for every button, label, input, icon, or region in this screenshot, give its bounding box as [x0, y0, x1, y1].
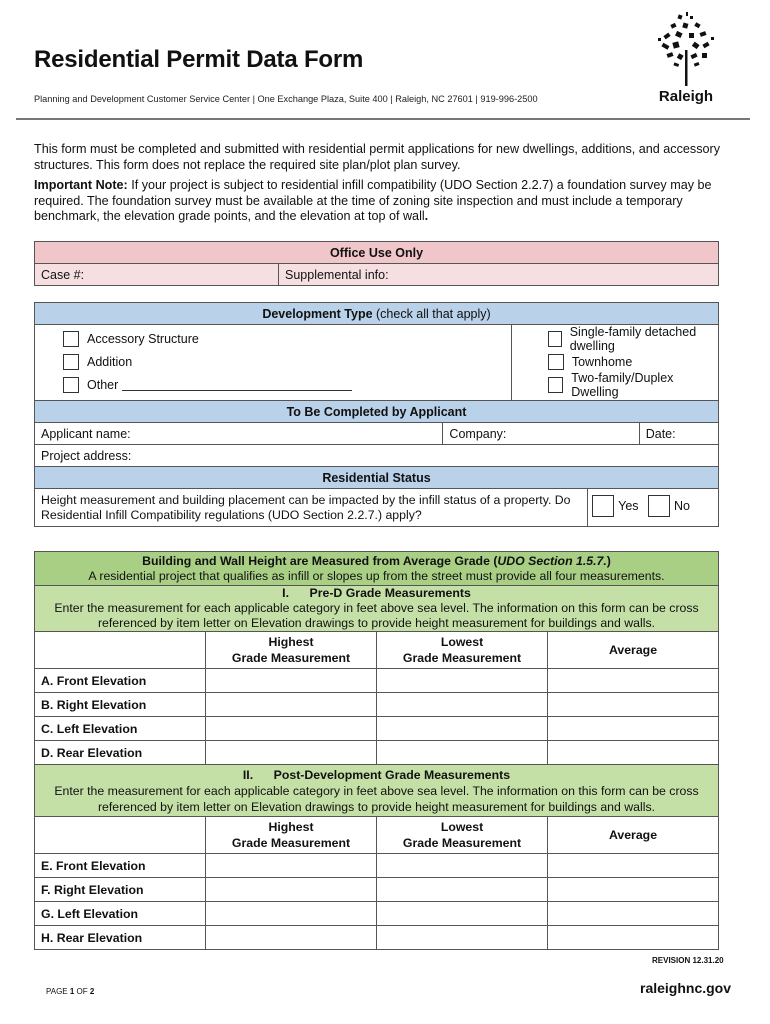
checkbox-label: Accessory Structure	[87, 331, 199, 346]
row-label: C. Left Elevation	[35, 717, 206, 741]
lowest-col-label: Lowest	[440, 635, 484, 649]
no-option[interactable]	[648, 495, 690, 517]
table-row	[35, 926, 719, 950]
residential-status-header: Residential Status	[35, 467, 719, 489]
grade-header-a: Building and Wall Height are Measured from Average Grade (	[142, 553, 498, 568]
average-col-header: Average	[548, 632, 719, 669]
section-1-desc: Enter the measurement for each applicable category in feet above sea level. The information on this form can be cross referenced by item letter on Elevation drawings to provide height measurement for buildings and walls.	[54, 601, 699, 630]
note-text: If your project is subject to residential infill compatibility (UDO Section 2.2.7) a foundation survey may be required. The foundation survey must be available at the time of zoning site inspection and must include a temporary benchmark, the elevation grade points, and the elevation at top of wall	[34, 178, 712, 223]
average-cell[interactable]	[548, 854, 719, 878]
checkbox-label: Two-family/Duplex Dwelling	[571, 370, 674, 399]
page-number	[46, 987, 94, 996]
intro-text	[34, 142, 738, 230]
checkbox-box[interactable]	[63, 377, 79, 393]
header-divider	[16, 118, 750, 120]
grade-table	[34, 551, 719, 950]
development-type-label: Development Type	[262, 306, 373, 321]
intro-paragraph: This form must be completed and submitted with residential permit applications for new dwellings, additions, and accessory structures. This form does not replace the required site plan/plot plan survey.	[34, 142, 720, 172]
highest-col-label: Highest	[268, 635, 314, 649]
average-cell[interactable]	[548, 926, 719, 950]
raleigh-logo	[650, 12, 722, 107]
section-2-desc: Enter the measurement for each applicable category in feet above sea level. The information on this form can be cross referenced by item letter on Elevation drawings to provide height measurement for buildings and walls.	[54, 783, 699, 814]
row-label: D. Rear Elevation	[35, 741, 206, 765]
average-cell[interactable]	[548, 717, 719, 741]
date-field[interactable]: Date:	[639, 423, 718, 445]
average-cell[interactable]	[548, 902, 719, 926]
office-use-table	[34, 241, 719, 286]
note-label: Important Note:	[34, 178, 128, 192]
grade-header-sub: A residential project that qualifies as infill or slopes up from the street must provide all four measurements.	[88, 568, 665, 583]
page-prefix: PAGE	[46, 987, 70, 996]
highest-cell[interactable]	[206, 926, 377, 950]
lowest-cell[interactable]	[377, 902, 548, 926]
checkbox-label: Addition	[87, 354, 133, 369]
section-1-header	[35, 586, 719, 632]
average-cell[interactable]	[548, 669, 719, 693]
average-cell[interactable]	[548, 878, 719, 902]
lowest-col-header	[377, 817, 548, 854]
company-field[interactable]: Company:	[443, 423, 639, 445]
highest-col-sub: Grade Measurement	[231, 651, 351, 665]
infill-question: Height measurement and building placement can be impacted by the infill status of a property. Do Residential Infill Compatibility regulations (UDO Section 2.2.7.) apply?	[35, 489, 588, 527]
applicant-header: To Be Completed by Applicant	[35, 401, 719, 423]
grade-header	[35, 552, 719, 586]
page-subtitle: Planning and Development Customer Service Center | One Exchange Plaza, Suite 400 | Raleigh, NC 27601 | 919-996-2500	[34, 94, 538, 104]
note-end: .	[424, 209, 429, 223]
case-number-field[interactable]: Case #:	[35, 264, 279, 286]
table-row	[35, 854, 719, 878]
checkbox-box[interactable]	[548, 377, 563, 393]
highest-cell[interactable]	[206, 717, 377, 741]
row-label: G. Left Elevation	[35, 902, 206, 926]
checkbox-label: Single-family detached dwelling	[569, 324, 697, 353]
section-1-number: I.	[282, 586, 290, 600]
row-label: F. Right Elevation	[35, 878, 206, 902]
highest-cell[interactable]	[206, 902, 377, 926]
office-use-header: Office Use Only	[35, 242, 719, 264]
logo-text: Raleigh	[658, 88, 714, 105]
development-type-header	[35, 303, 719, 325]
page-total: 2	[89, 987, 95, 996]
supplemental-info-field[interactable]: Supplemental info:	[279, 264, 719, 286]
row-label: H. Rear Elevation	[35, 926, 206, 950]
website-link[interactable]: raleighnc.gov	[640, 980, 732, 996]
highest-cell[interactable]	[206, 741, 377, 765]
checkbox-box[interactable]	[548, 331, 562, 347]
checkbox-box[interactable]	[63, 331, 79, 347]
yes-checkbox[interactable]	[592, 495, 614, 517]
section-2-header	[35, 765, 719, 817]
highest-cell[interactable]	[206, 878, 377, 902]
lowest-cell[interactable]	[377, 854, 548, 878]
row-label: E. Front Elevation	[35, 854, 206, 878]
highest-col-sub: Grade Measurement	[231, 836, 351, 850]
average-cell[interactable]	[548, 741, 719, 765]
checkbox-single-family[interactable]	[548, 324, 718, 353]
lowest-col-sub: Grade Measurement	[402, 651, 522, 665]
table-row	[35, 878, 719, 902]
highest-cell[interactable]	[206, 669, 377, 693]
other-text-line[interactable]	[122, 379, 352, 391]
section-2-number: II.	[242, 767, 254, 782]
checkbox-accessory-structure[interactable]	[63, 327, 511, 350]
checkbox-label: Other	[87, 377, 119, 392]
checkbox-duplex[interactable]	[548, 370, 718, 399]
highest-col-header	[206, 632, 377, 669]
lowest-col-header	[377, 632, 548, 669]
yes-label: Yes	[618, 499, 639, 513]
row-label: B. Right Elevation	[35, 693, 206, 717]
no-label: No	[674, 499, 691, 513]
checkbox-box[interactable]	[548, 354, 564, 370]
lowest-col-label: Lowest	[440, 820, 484, 834]
table-row	[35, 693, 719, 717]
grade-header-udo: UDO Section 1.5.7.	[497, 553, 607, 568]
section-1-title: Pre-D Grade Measurements	[309, 586, 471, 600]
checkbox-addition[interactable]	[63, 350, 511, 373]
highest-cell[interactable]	[206, 854, 377, 878]
development-type-hint: (check all that apply)	[372, 306, 491, 321]
checkbox-box[interactable]	[63, 354, 79, 370]
lowest-cell[interactable]	[377, 717, 548, 741]
table-row	[35, 717, 719, 741]
lowest-col-sub: Grade Measurement	[402, 836, 522, 850]
page-of: OF	[74, 987, 90, 996]
checkbox-other[interactable]	[63, 373, 511, 396]
lowest-cell[interactable]	[377, 693, 548, 717]
oak-tree-icon	[650, 12, 722, 88]
no-checkbox[interactable]	[648, 495, 670, 517]
lowest-cell[interactable]	[377, 926, 548, 950]
section-2-title: Post-Development Grade Measurements	[273, 767, 511, 782]
average-col-header: Average	[548, 817, 719, 854]
checkbox-label: Townhome	[571, 354, 633, 369]
lowest-cell[interactable]	[377, 741, 548, 765]
label-col-header	[35, 632, 206, 669]
lowest-cell[interactable]	[377, 878, 548, 902]
project-address-field[interactable]: Project address:	[35, 445, 719, 467]
page-current: 1	[69, 987, 75, 996]
highest-col-label: Highest	[268, 820, 314, 834]
applicant-name-field[interactable]: Applicant name:	[35, 423, 443, 445]
average-cell[interactable]	[548, 693, 719, 717]
yes-option[interactable]	[592, 495, 638, 517]
highest-col-header	[206, 817, 377, 854]
highest-cell[interactable]	[206, 693, 377, 717]
table-row	[35, 741, 719, 765]
grade-header-c: )	[606, 553, 611, 568]
table-row	[35, 902, 719, 926]
label-col-header	[35, 817, 206, 854]
table-row	[35, 669, 719, 693]
row-label: A. Front Elevation	[35, 669, 206, 693]
important-note	[34, 178, 738, 225]
lowest-cell[interactable]	[377, 669, 548, 693]
development-table	[34, 302, 719, 527]
page-title: Residential Permit Data Form	[34, 46, 364, 73]
revision-label: REVISION 12.31.20	[652, 956, 724, 965]
